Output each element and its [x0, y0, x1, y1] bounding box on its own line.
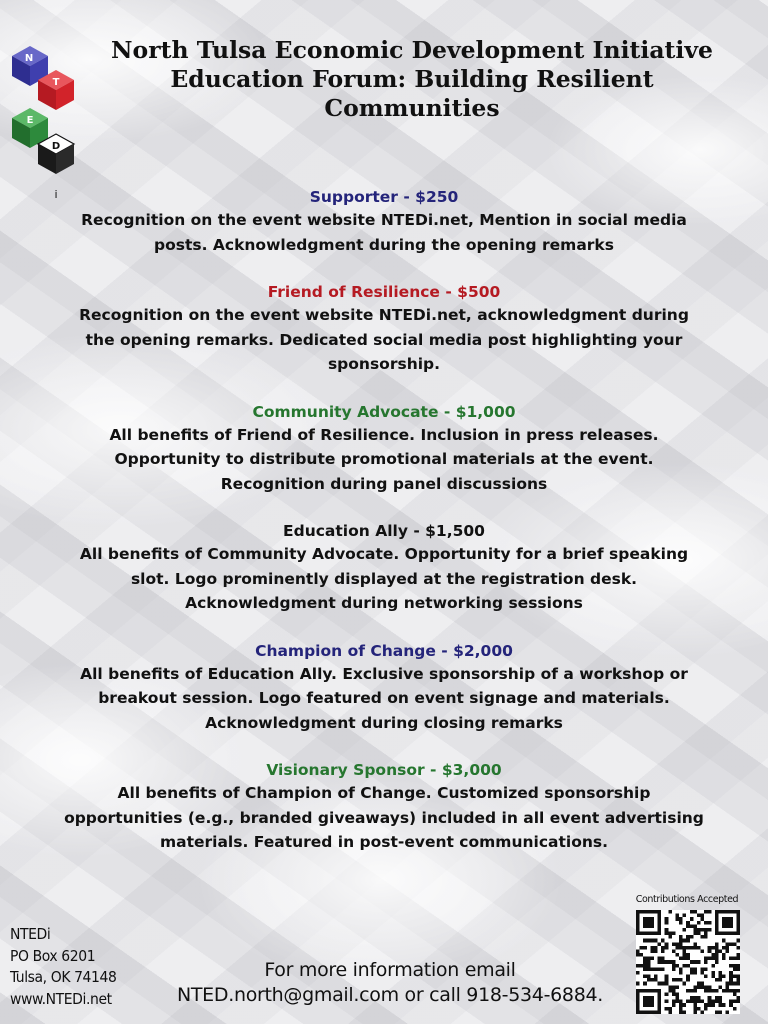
- title-line-2: Education Forum: Building Resilient: [170, 65, 654, 93]
- mailing-address: [10, 924, 116, 1010]
- tier-description-line: All benefits of Friend of Resilience. Inclusion in press releases.: [109, 425, 659, 444]
- tier-description: [20, 542, 748, 616]
- tier-name: Supporter - $250: [309, 188, 459, 206]
- tier-description: [20, 781, 748, 855]
- title-line-3: Communities: [324, 94, 500, 122]
- tier-description-line: sponsorship.: [327, 355, 441, 373]
- tier-description-line: breakout session. Logo featured on event signage and materials.: [98, 689, 670, 707]
- address-po-box: PO Box 6201: [10, 946, 96, 965]
- svg-text:E: E: [26, 115, 34, 126]
- sponsorship-tiers: [20, 186, 748, 879]
- address-website: www.NTEDi.net: [10, 989, 112, 1008]
- ntedi-logo: [8, 38, 78, 208]
- tier-description-line: Acknowledgment during closing remarks: [205, 713, 563, 732]
- title-line-1: North Tulsa Economic Development Initiative: [111, 36, 713, 64]
- contact-line-2: NTED.north@gmail.com or call 918-534-6884.: [176, 984, 604, 1006]
- tier-education-ally: [20, 520, 748, 616]
- tier-description-line: opportunities (e.g., branded giveaways) included in all event advertising: [64, 808, 704, 827]
- tier-description: [20, 662, 748, 736]
- tier-description-line: All benefits of Education Ally. Exclusive sponsorship of a workshop or: [80, 664, 688, 683]
- svg-text:D: D: [51, 141, 61, 152]
- contact-line-1: For more information email: [264, 959, 516, 981]
- svg-text:i: i: [54, 188, 58, 201]
- tier-description: [20, 208, 748, 257]
- tier-name: Friend of Resilience - $500: [267, 283, 501, 301]
- contact-info: [150, 958, 630, 1008]
- tier-description-line: Recognition on the event website NTEDi.net, acknowledgment during: [79, 306, 689, 324]
- tier-description-line: Opportunity to distribute promotional materials at the event.: [114, 450, 654, 468]
- tier-community-advocate: [20, 401, 748, 497]
- tier-name: Champion of Change - $2,000: [255, 641, 513, 660]
- tier-name: Visionary Sponsor - $3,000: [266, 761, 502, 779]
- tier-description: [20, 303, 748, 377]
- tier-description-line: Recognition on the event website NTEDi.net, Mention in social media: [81, 211, 687, 229]
- tier-champion-of-change: [20, 640, 748, 736]
- tier-description: [20, 423, 748, 497]
- tier-friend-of-resilience: [20, 281, 748, 377]
- address-org: NTEDi: [10, 925, 51, 943]
- qr-code[interactable]: [636, 910, 740, 1014]
- tier-description-line: All benefits of Champion of Change. Customized sponsorship: [117, 784, 651, 802]
- tier-description-line: All benefits of Community Advocate. Opportunity for a brief speaking: [79, 545, 689, 563]
- tier-description-line: materials. Featured in post-event communications.: [159, 833, 608, 851]
- tier-name: Community Advocate - $1,000: [252, 402, 516, 421]
- tier-name: Education Ally - $1,500: [283, 522, 485, 540]
- address-city: Tulsa, OK 74148: [10, 968, 117, 986]
- tier-supporter: [20, 186, 748, 257]
- tier-visionary-sponsor: [20, 759, 748, 855]
- svg-text:N: N: [24, 53, 34, 64]
- tier-description-line: Recognition during panel discussions: [220, 474, 548, 493]
- tier-description-line: Acknowledgment during networking sessions: [185, 594, 583, 612]
- page-title: [82, 36, 742, 123]
- qr-caption: Contributions Accepted: [635, 894, 739, 905]
- tier-description-line: slot. Logo prominently displayed at the registration desk.: [130, 569, 638, 588]
- svg-text:T: T: [52, 77, 60, 88]
- tier-description-line: the opening remarks. Dedicated social media post highlighting your: [85, 330, 683, 349]
- tier-description-line: posts. Acknowledgment during the opening remarks: [154, 235, 614, 254]
